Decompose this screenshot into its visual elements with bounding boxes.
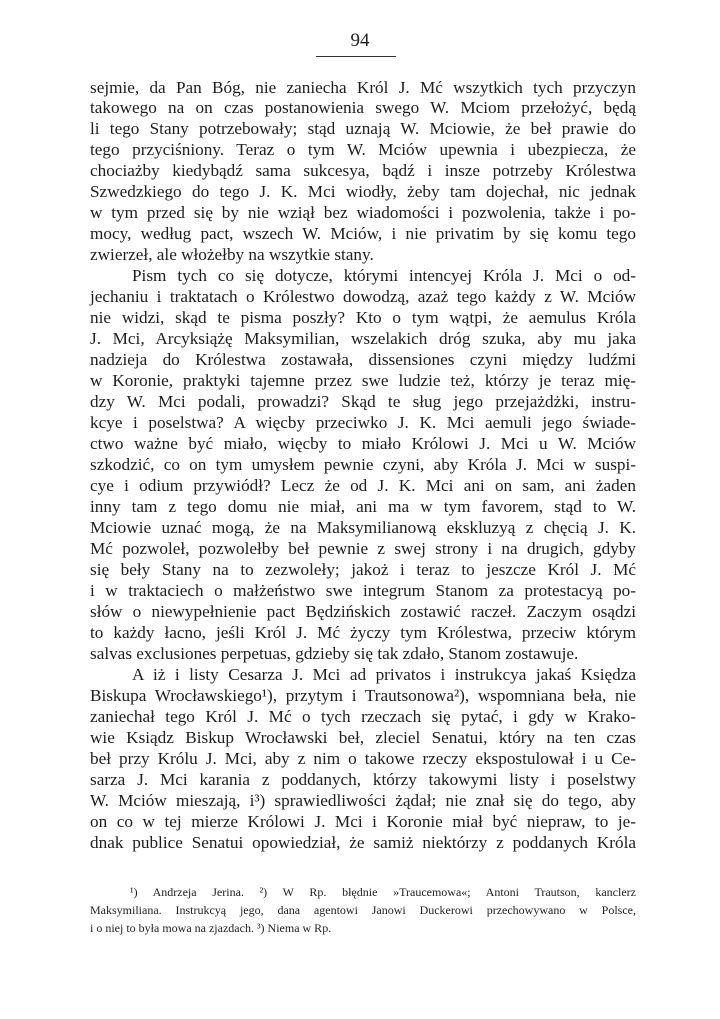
text-line: w Koronie, praktyki tajemne przez swe ludzie też, którzy je teraz mię-: [90, 371, 636, 390]
text-line: Biskupa Wrocławskiego¹), przytym i Trautsonowa²), wspomniana beła, nie: [90, 686, 636, 705]
footnote-line: Maksymiliana. Instrukcyą jego, dana agentowi Janowi Duckerowi przechowywano w Polsce,: [90, 903, 636, 917]
text-line: sarza J. Mci karania z poddanych, którzy takowymi listy i poselstwy: [90, 770, 636, 789]
text-line: nadzieja do Królestwa zostawała, dissensiones czyni między ludźmi: [90, 350, 636, 369]
text-line: jechaniu i traktatach o Królestwo dowodzą, azaż tego każdy z W. Mciów: [90, 287, 636, 306]
footnote-line: ¹) Andrzeja Jerina. ²) W Rp. błędnie »Traucemowa«; Antoni Trautson, kanclerz: [130, 885, 636, 899]
text-line: ctwo ważne być miało, więcby to miało Królowi J. Mci u W. Mciów: [90, 434, 636, 453]
text-line: chociażby kiedybądź sama sukcesya, bądź i insze potrzeby Królestwa: [90, 161, 636, 180]
text-line: wie Ksiądz Biskup Wrocławski beł, zleciel Senatui, który na ten czas: [90, 728, 636, 747]
text-line: on co w tej mierze Królowi J. Mci i Koronie miał być niepraw, to je-: [90, 812, 636, 831]
text-line: inny tam z tego domu nie miał, ani ma w tym favorem, stąd to W.: [90, 497, 636, 516]
text-line: sejmie, da Pan Bóg, nie zaniecha Król J. Mć wszytkich tych przyczyn: [90, 78, 636, 97]
text-line: i w traktaciech o małżeństwo swe integrum Stanom za protestacyą po-: [90, 581, 636, 600]
text-line: szkodzić, co on tym umysłem pewnie czyni, aby Króla J. Mci w suspi-: [90, 455, 636, 474]
text-line: cye i odium przywiódł? Lecz że od J. K. Mci ani on sam, ani żaden: [90, 476, 636, 495]
text-line: kcye i poselstwa? A więcby przeciwko J. K. Mci aemuli jego świade-: [90, 413, 636, 432]
text-line: W. Mciów mieszają, i³) sprawiedliwości żądał; nie znał się do tego, aby: [90, 791, 636, 810]
text-line: dnak publice Senatui opowiedział, że samiż niektórzy z poddanych Króla: [90, 833, 636, 852]
text-line: li tego Stany potrzebowały; stąd uznają W. Mciowie, że beł prawie do: [90, 119, 636, 138]
text-line: takowego na on czas postanowienia swego W. Mciom przełożyć, będą: [90, 98, 636, 117]
text-line: Mć pozwoleł, pozwolełby beł pewnie z swej strony i na drugich, gdyby: [90, 539, 636, 558]
text-line: zwierzeł, ale włożełby na wszytkie stany.: [90, 245, 374, 264]
text-line: się beły Stany na to zezwoleły; jakoż i teraz to jeszcze Król J. Mć: [90, 560, 636, 579]
footnote-line: i o niej to była mowa na zjazdach. ³) Niema w Rp.: [90, 921, 332, 935]
text-line: zaniechał tego Król J. Mć o tych rzeczach się pytać, i gdy w Krako-: [90, 707, 636, 726]
text-line: Szwedzkiego do tego J. K. Mci wiodły, żeby tam dojechał, nic jednak: [90, 182, 636, 201]
text-line: mocy, według pact, wszech W. Mciów, i nie privatim by się komu tego: [90, 224, 636, 243]
text-line: tego przyciśniony. Teraz o tym W. Mciów upewnia i ubezpiecza, że: [90, 140, 636, 159]
text-line: to każdy łacno, jeśli Król J. Mć życzy tym Królestwa, przeciw którym: [90, 623, 636, 642]
page-number: 94: [0, 30, 720, 57]
text-line: nie widzi, skąd te pisma poszły? Kto o tym wątpi, że aemulus Króla: [90, 308, 636, 327]
text-line: dzy W. Mci podali, prowadzi? Skąd te sług jego przejażdżki, instru-: [90, 392, 636, 411]
text-line: J. Mci, Arcyksiążę Maksymilian, wszelakich dróg szuka, aby mu jaka: [90, 329, 636, 348]
paragraph-first-line: Pism tych co się dotycze, którymi intencyej Króla J. Mci o od-: [132, 266, 636, 285]
text-line: słów o niewypełnienie pact Będzińskich zostawić raczeł. Zaczym osądzi: [90, 602, 636, 621]
text-line: Mciowie uznać mogą, że na Maksymilianową ekskluzyą z chęcią J. K.: [90, 518, 636, 537]
text-line: salvas exclusiones perpetuas, gdzieby się tak zdało, Stanom zostawuje.: [90, 644, 579, 663]
text-line: beł przy Królu J. Mci, aby z nim o takowe rzeczy ekspostulował i u Ce-: [90, 749, 636, 768]
paragraph-first-line: A iż i listy Cesarza J. Mci ad privatos i instrukcya jakaś Księdza: [132, 665, 636, 684]
text-line: w tym przed się by nie wziął bez wiadomości i pozwolenia, także i po-: [90, 203, 636, 222]
